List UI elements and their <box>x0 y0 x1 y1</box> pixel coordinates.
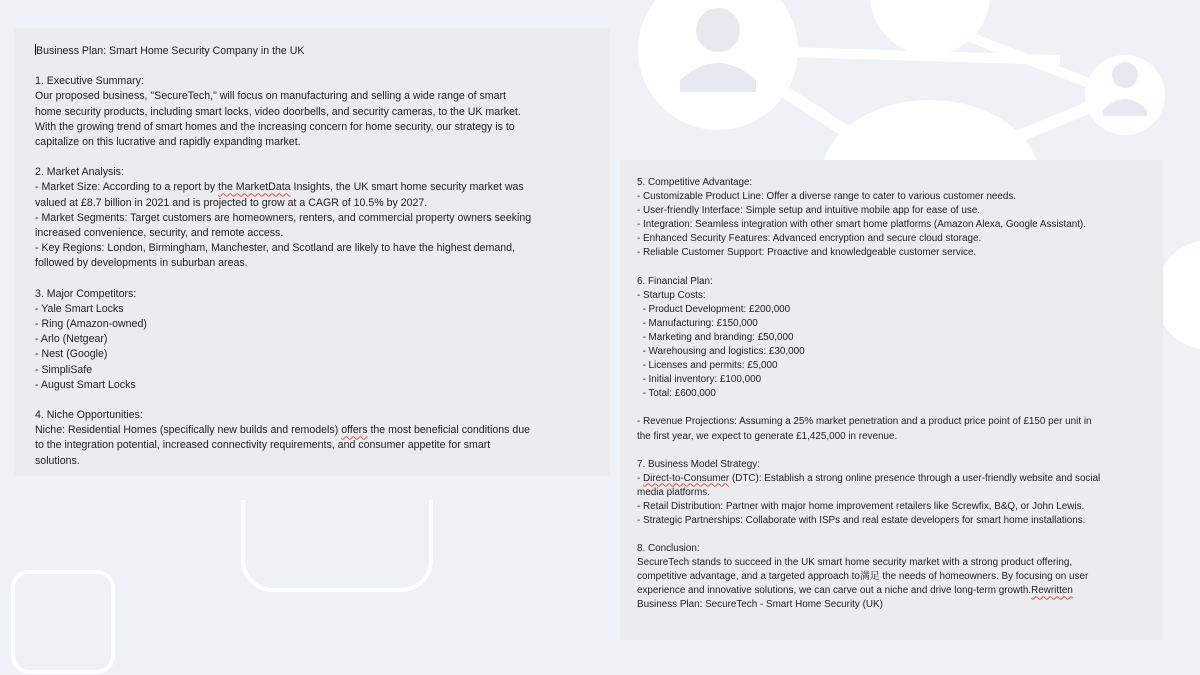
paragraph-line: - Market Size: According to a report by the MarketData Insights, the UK smart home security market was <box>35 181 524 194</box>
cost-item: - Marketing and branding: £50,000 <box>637 331 794 343</box>
spellcheck-flag[interactable]: the MarketData <box>218 181 291 194</box>
paragraph-line: Business Plan: SecureTech - Smart Home Security (UK) <box>637 599 883 611</box>
paragraph-line: valued at £8.7 billion in 2021 and is projected to grow at a CAGR of 10.5% by 2027. <box>35 196 428 209</box>
square-decor <box>13 572 113 672</box>
paragraph-line: to the integration potential, increased connectivity requirements, and consumer appetite for smart <box>35 439 491 452</box>
list-item: - SimpliSafe <box>35 363 93 376</box>
paragraph-line: increased convenience, security, and remote access. <box>35 227 284 240</box>
paragraph-line: the first year, we expect to generate £1,425,000 in revenue. <box>637 430 898 442</box>
rounded-frame-decor <box>243 500 431 590</box>
list-item: - Nest (Google) <box>35 348 108 361</box>
paragraph-line: home security products, including smart locks, video doorbells, and security cameras, to the UK market. <box>35 105 521 118</box>
paragraph-line: - Direct-to-Consumer (DTC): Establish a strong online presence through a user-friendly website and social <box>637 472 1101 484</box>
list-item: - Arlo (Netgear) <box>35 333 108 346</box>
cost-item: - Manufacturing: £150,000 <box>637 317 758 329</box>
paragraph-line: media platforms. <box>637 486 710 498</box>
document-title: Business Plan: Smart Home Security Company in the UK <box>36 45 305 57</box>
niche-heading: 4. Niche Opportunities: <box>35 409 143 422</box>
executive-summary-heading: 1. Executive Summary: <box>35 75 144 88</box>
startup-costs-heading: - Startup Costs: <box>637 289 706 301</box>
business-plan-left-column <box>35 44 595 469</box>
list-item: - Enhanced Security Features: Advanced encryption and secure cloud storage. <box>637 233 982 245</box>
paragraph-line: With the growing trend of smart homes and the increasing concern for home security, our strategy is to <box>35 120 515 133</box>
paragraph-line: - Retail Distribution: Partner with major home improvement retailers like Screwfix, B&Q, or John Lewis. <box>637 500 1085 512</box>
paragraph-line: - Key Regions: London, Birmingham, Manchester, and Scotland are likely to have the highest demand, <box>35 242 515 255</box>
spellcheck-flag[interactable]: Rewritten <box>1031 585 1073 597</box>
competitors-heading: 3. Major Competitors: <box>35 287 137 300</box>
cost-item: - Warehousing and logistics: £30,000 <box>637 346 805 358</box>
cost-item: - Product Development: £200,000 <box>637 303 791 315</box>
business-plan-right-column <box>637 176 1147 613</box>
list-item: - Customizable Product Line: Offer a diverse range to cater to various customer needs. <box>637 191 1017 203</box>
paragraph-line: competitive advantage, and a targeted approach to满足 the needs of homeowners. By focusing on user <box>637 571 1089 583</box>
list-item: - User-friendly Interface: Simple setup and intuitive mobile app for ease of use. <box>637 205 981 217</box>
list-item: - August Smart Locks <box>35 378 136 391</box>
paragraph-line: - Revenue Projections: Assuming a 25% market penetration and a product price point of £150 per unit in <box>637 416 1092 428</box>
list-item: - Integration: Seamless integration with other smart home platforms (Amazon Alexa, Google Assistant). <box>637 219 1086 231</box>
paragraph-line: Niche: Residential Homes (specifically new builds and remodels) offers the most beneficial conditions due <box>35 424 531 437</box>
spellcheck-flag[interactable]: offers <box>341 424 368 437</box>
cost-item: - Initial inventory: £100,000 <box>637 374 762 386</box>
cost-item: - Licenses and permits: £5,000 <box>637 360 778 372</box>
business-model-heading: 7. Business Model Strategy: <box>637 458 760 470</box>
paragraph-line: Our proposed business, "SecureTech," will focus on manufacturing and selling a wide range of smart <box>35 90 506 103</box>
paragraph-line: - Strategic Partnerships: Collaborate with ISPs and real estate developers for smart home installations. <box>637 514 1086 526</box>
user-node-icon <box>870 0 990 55</box>
list-item: - Reliable Customer Support: Proactive and knowledgeable customer service. <box>637 247 977 259</box>
list-item: - Yale Smart Locks <box>35 302 124 315</box>
financial-plan-heading: 6. Financial Plan: <box>637 275 713 287</box>
paragraph-line: followed by developments in suburban areas. <box>35 257 248 270</box>
market-analysis-heading: 2. Market Analysis: <box>35 166 124 179</box>
paragraph-line: - Market Segments: Target customers are homeowners, renters, and commercial property owners seeking <box>35 211 532 224</box>
list-item: - Ring (Amazon-owned) <box>35 318 147 331</box>
competitive-advantage-heading: 5. Competitive Advantage: <box>637 177 753 188</box>
paragraph-line: capitalize on this lucrative and rapidly expanding market. <box>35 136 301 149</box>
spellcheck-flag[interactable]: Direct-to-Consumer <box>643 472 730 484</box>
conclusion-heading: 8. Conclusion: <box>637 543 700 555</box>
paragraph-line: experience and innovative solutions, we can carve out a niche and drive long-term growth.Rewritten <box>637 585 1073 597</box>
cost-item: - Total: £600,000 <box>637 388 716 400</box>
paragraph-line: SecureTech stands to succeed in the UK smart home security market with a strong product offering, <box>637 557 1073 569</box>
paragraph-line: solutions. <box>35 454 80 467</box>
